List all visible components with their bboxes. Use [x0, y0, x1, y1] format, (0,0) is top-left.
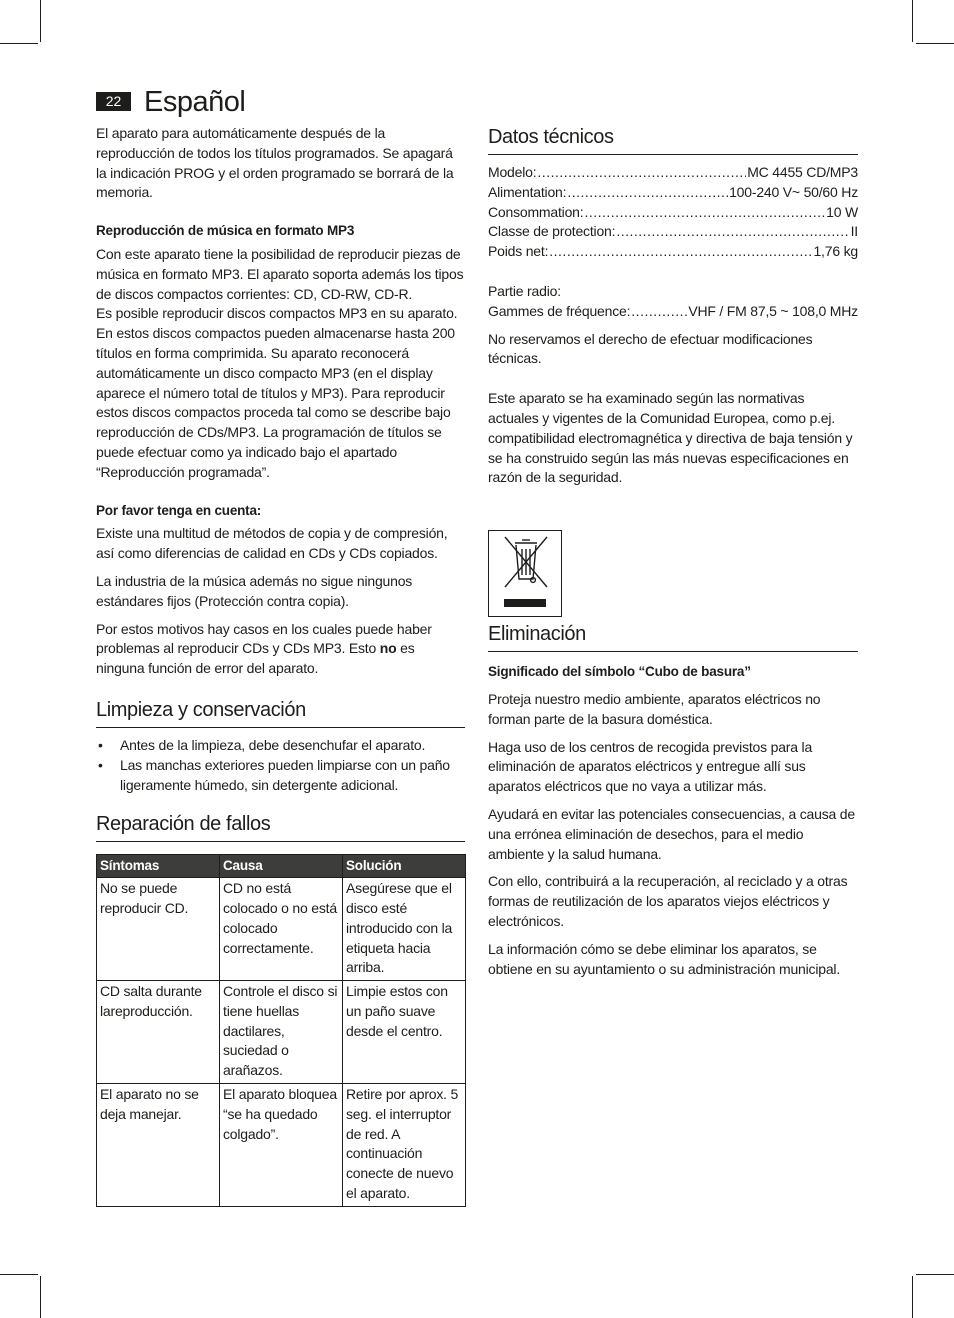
disposal-paragraph: Haga uso de los centros de recogida previstos para la eliminación de aparatos eléctricos y entregue allí sus aparatos eléctricos que no vaya a utilizar más. [488, 738, 813, 795]
mp3-paragraph: Con este aparato tiene la posibilidad de reproducir piezas de música en formato MP3. El aparato soporta además los tipos de discos compactos corrientes: CD, CD-RW, CD-R. [96, 245, 464, 302]
disposal-subheading: Significado del símbolo “Cubo de basura” [488, 664, 751, 680]
bin-symbol [489, 531, 561, 616]
page-number: 22 [96, 92, 131, 111]
crop-mark [912, 0, 913, 42]
table-row [97, 1084, 466, 1207]
specs-heading: Datos técnicos [488, 124, 858, 155]
spec-row: Consommation: ..... 10 W [488, 203, 858, 223]
eu-paragraph: Este aparato se ha examinado según las normativas actuales y vigentes de la Comunidad Europea, como p.ej. compatibilidad electromagnética y directiva de baja tensión y se ha construido según las más nuevas especificaciones en razón de la seguridad. [488, 390, 853, 486]
table-row [97, 878, 466, 981]
spec-row: Classe de protection: ..... II [488, 222, 858, 242]
table-cell: CD salta durante lareproducción. [97, 981, 220, 1084]
column-header: Solución [343, 855, 466, 878]
crossed-out-wheelie-bin-icon [488, 530, 562, 617]
repair-heading: Reparación de fallos [96, 811, 465, 842]
table-cell: No se puede reproducir CD. [97, 878, 220, 981]
table-cell: El aparato bloquea “se ha quedado colgado”. [220, 1084, 343, 1207]
column-header: Síntomas [97, 855, 220, 878]
specs-list [488, 163, 858, 262]
disposal-paragraph: Con ello, contribuirá a la recuperación, al reciclado y a otras formas de reutilización de los aparatos viejos eléctricos y electrónicos. [488, 873, 848, 929]
table-cell: El aparato no se deja manejar. [97, 1084, 220, 1207]
cleaning-list [96, 736, 465, 795]
note-paragraph: La industria de la música además no sigue ningunos estándares fijos (Protección contra copia). [96, 572, 413, 609]
mp3-heading: Reproducción de música en formato MP3 [96, 223, 355, 239]
mp3-paragraph: Es posible reproducir discos compactos MP3 en su aparato. En estos discos compactos pueden almacenarse hasta 200 títulos en forma comprimida. Su aparato reconocerá automáticamente un disco compacto MP3 (en el display aparece el número total de títulos y MP3). Para reproducir estos discos compactos proceda tal como se describe bajo reproducción de CDs/MP3. La programación de títulos se puede efectuar como ya indicado bajo el apartado “Reproducción programada”. [96, 305, 458, 480]
crop-mark [0, 1274, 38, 1275]
crop-mark [40, 0, 41, 42]
disposal-heading: Eliminación [488, 621, 858, 652]
cleaning-heading: Limpieza y conservación [96, 697, 465, 728]
crop-mark [912, 1276, 913, 1318]
crop-mark [916, 43, 954, 44]
disposal-paragraph: Proteja nuestro medio ambiente, aparatos eléctricos no forman parte de la basura doméstica. [488, 690, 821, 727]
intro-paragraph: El aparato para automáticamente después de la reproducción de todos los títulos programados. Se apagará la indicación PROG y el orden programado se borrará de la memoria. [96, 125, 454, 201]
note-paragraph: Por estos motivos hay casos en los cuales puede haber problemas al reproducir CDs y CDs MP3. Esto no es ninguna función de error del aparato. [96, 620, 432, 677]
spec-row: Alimentation: ..... 100-240 V~ 50/60 Hz [488, 183, 858, 203]
right-column [488, 124, 858, 987]
list-item: • Las manchas exteriores pueden limpiarse con un paño ligeramente húmedo, sin detergente adicional. [96, 756, 465, 796]
radio-label: Partie radio: [488, 282, 561, 299]
table-cell: Retire por aprox. 5 seg. el interruptor de red. A continuación conecte de nuevo el aparato. [343, 1084, 466, 1207]
troubleshooting-table [96, 854, 466, 1207]
table-cell: Controle el disco si tiene huellas dactilares, suciedad o arañazos. [220, 981, 343, 1084]
list-item: • Antes de la limpieza, debe desenchufar el aparato. [96, 736, 465, 756]
table-header-row [97, 855, 466, 878]
crop-mark [916, 1274, 954, 1275]
column-header: Causa [220, 855, 343, 878]
note-heading: Por favor tenga en cuenta: [96, 502, 262, 518]
spec-row: Poids net: ..... 1,76 kg [488, 242, 858, 262]
spec-row: Modelo: ..... MC 4455 CD/MP3 [488, 163, 858, 183]
page-title: Español [144, 86, 246, 118]
disposal-paragraph: Ayudará en evitar las potenciales consecuencias, a causa de una errónea eliminación de desechos, para el medio ambiente y la salud humana. [488, 805, 855, 862]
disposal-paragraph: La información cómo se debe eliminar los aparatos, se obtiene en su ayuntamiento o su administración municipal. [488, 940, 841, 977]
table-cell: Limpie estos con un paño suave desde el centro. [343, 981, 466, 1084]
table-cell: Asegúrese que el disco esté introducido con la etiqueta hacia arriba. [343, 878, 466, 981]
reserve-paragraph: No reservamos el derecho de efectuar modificaciones técnicas. [488, 330, 813, 367]
spec-row: Gammes de fréquence: ..... VHF / FM 87,5 ~ 108,0 MHz [488, 302, 858, 322]
emphasis: no [379, 640, 397, 657]
crop-mark [40, 1276, 41, 1318]
crop-mark [0, 43, 38, 44]
table-row [97, 981, 466, 1084]
note-paragraph: Existe una multitud de métodos de copia y de compresión, así como diferencias de calidad en CDs y CDs copiados. [96, 525, 448, 562]
left-column [96, 124, 465, 1207]
table-cell: CD no está colocado o no está colocado correctamente. [220, 878, 343, 981]
